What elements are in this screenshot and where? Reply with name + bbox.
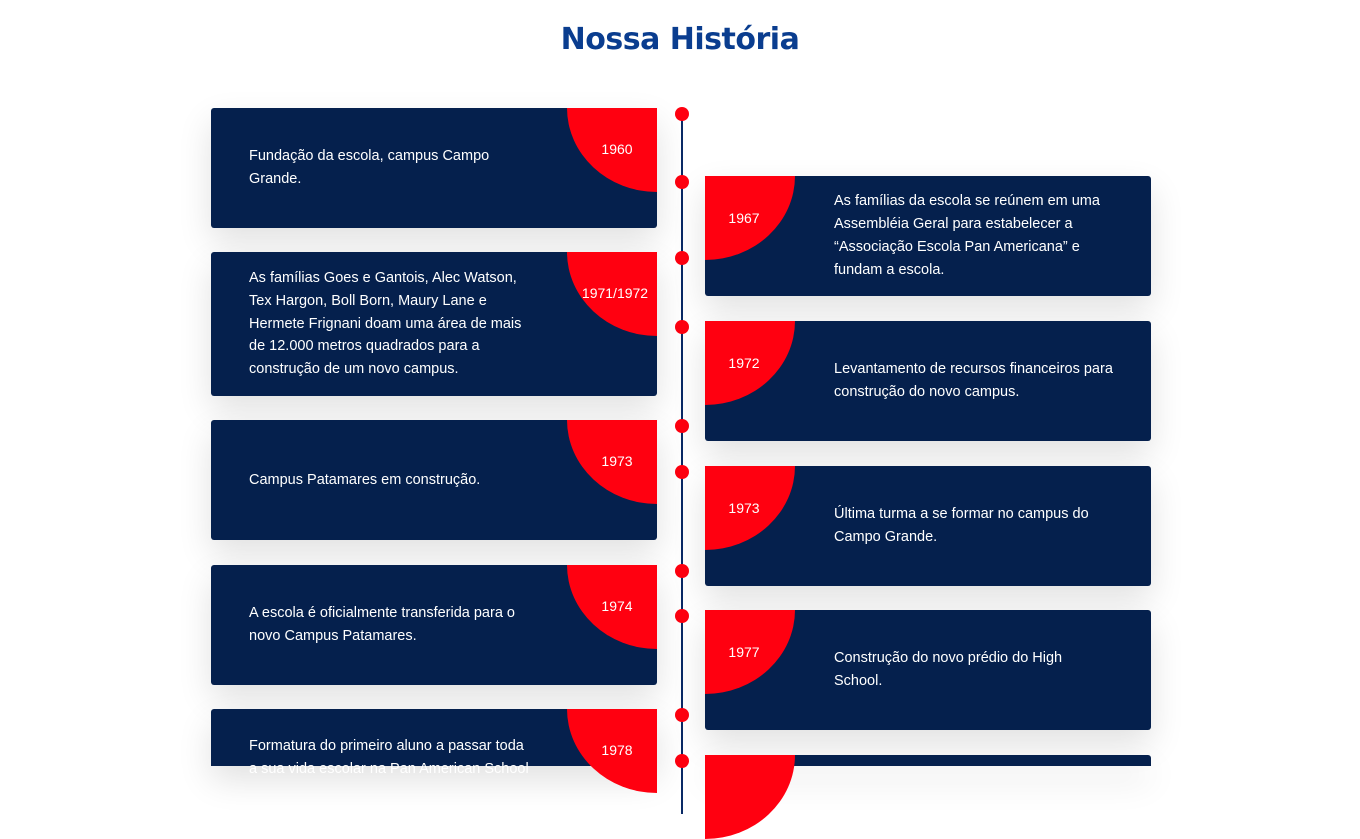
year-badge [567, 108, 657, 192]
event-description [249, 420, 534, 540]
event-text: Formatura do primeiro aluno a passar toda a sua vida escolar na Pan American School [249, 738, 529, 777]
timeline-dot [675, 564, 689, 578]
event-description [834, 176, 1114, 296]
event-description [249, 108, 534, 228]
timeline-card-1977 [705, 610, 1151, 730]
timeline-dot [675, 419, 689, 433]
timeline-card-1978 [211, 709, 657, 777]
timeline-dot [675, 609, 689, 623]
year-badge [705, 176, 795, 260]
event-description [834, 466, 1114, 586]
year-badge [567, 565, 657, 649]
year-badge [567, 252, 657, 336]
event-year: 1973 [601, 453, 633, 469]
page-title: Nossa História [560, 22, 800, 57]
event-text: Construção do novo prédio do High School. [834, 650, 1063, 689]
timeline-card-1967 [705, 176, 1151, 296]
timeline-dot [675, 754, 689, 768]
timeline-dot [675, 465, 689, 479]
timeline-dot [675, 251, 689, 265]
event-year: 1971/1972 [581, 285, 649, 301]
event-description [249, 735, 534, 795]
event-text: Fundação da escola, campus Campo Grande. [249, 148, 490, 187]
event-text: Campus Patamares em construção. [249, 471, 481, 488]
event-description [834, 321, 1114, 441]
year-badge [705, 610, 795, 694]
event-year: 1974 [601, 598, 633, 614]
event-year: 1977 [728, 644, 760, 660]
event-year: 1960 [601, 141, 633, 157]
year-badge [705, 466, 795, 550]
timeline-dot [675, 320, 689, 334]
event-year: 1978 [601, 742, 633, 758]
timeline-card-1973-last-class [705, 466, 1151, 586]
timeline-dot [675, 708, 689, 722]
timeline-card-1974 [211, 565, 657, 685]
year-badge [705, 321, 795, 405]
event-text: Última turma a se formar no campus do Campo Grande. [834, 506, 1089, 545]
event-description [834, 610, 1114, 730]
timeline-card-1960 [211, 108, 657, 228]
event-description [249, 565, 534, 685]
event-description [834, 755, 1114, 766]
event-description [249, 252, 534, 396]
timeline-card-1972 [705, 321, 1151, 441]
timeline-card-next [705, 755, 1151, 766]
event-year: 1967 [728, 210, 760, 226]
event-text: A escola é oficialmente transferida para o novo Campus Patamares. [249, 605, 515, 644]
event-text: As famílias Goes e Gantois, Alec Watson, Tex Hargon, Boll Born, Maury Lane e Hermete Frignani doam uma área de mais de 12.000 metros quadrados para a construção de um novo campus. [249, 270, 522, 378]
year-badge [705, 755, 795, 839]
timeline-dot [675, 107, 689, 121]
year-badge [567, 709, 657, 793]
event-year: 1973 [728, 500, 760, 516]
event-text: As famílias da escola se reúnem em uma Assembléia Geral para estabelecer a “Associação Escola Pan Americana” e fundam a escola. [834, 193, 1100, 278]
event-text: Levantamento de recursos financeiros para construção do novo campus. [834, 361, 1113, 400]
year-badge [567, 420, 657, 504]
timeline-card-1973-construction [211, 420, 657, 540]
timeline-dot [675, 175, 689, 189]
timeline-card-1971-1972 [211, 252, 657, 396]
event-year: 1972 [728, 355, 760, 371]
